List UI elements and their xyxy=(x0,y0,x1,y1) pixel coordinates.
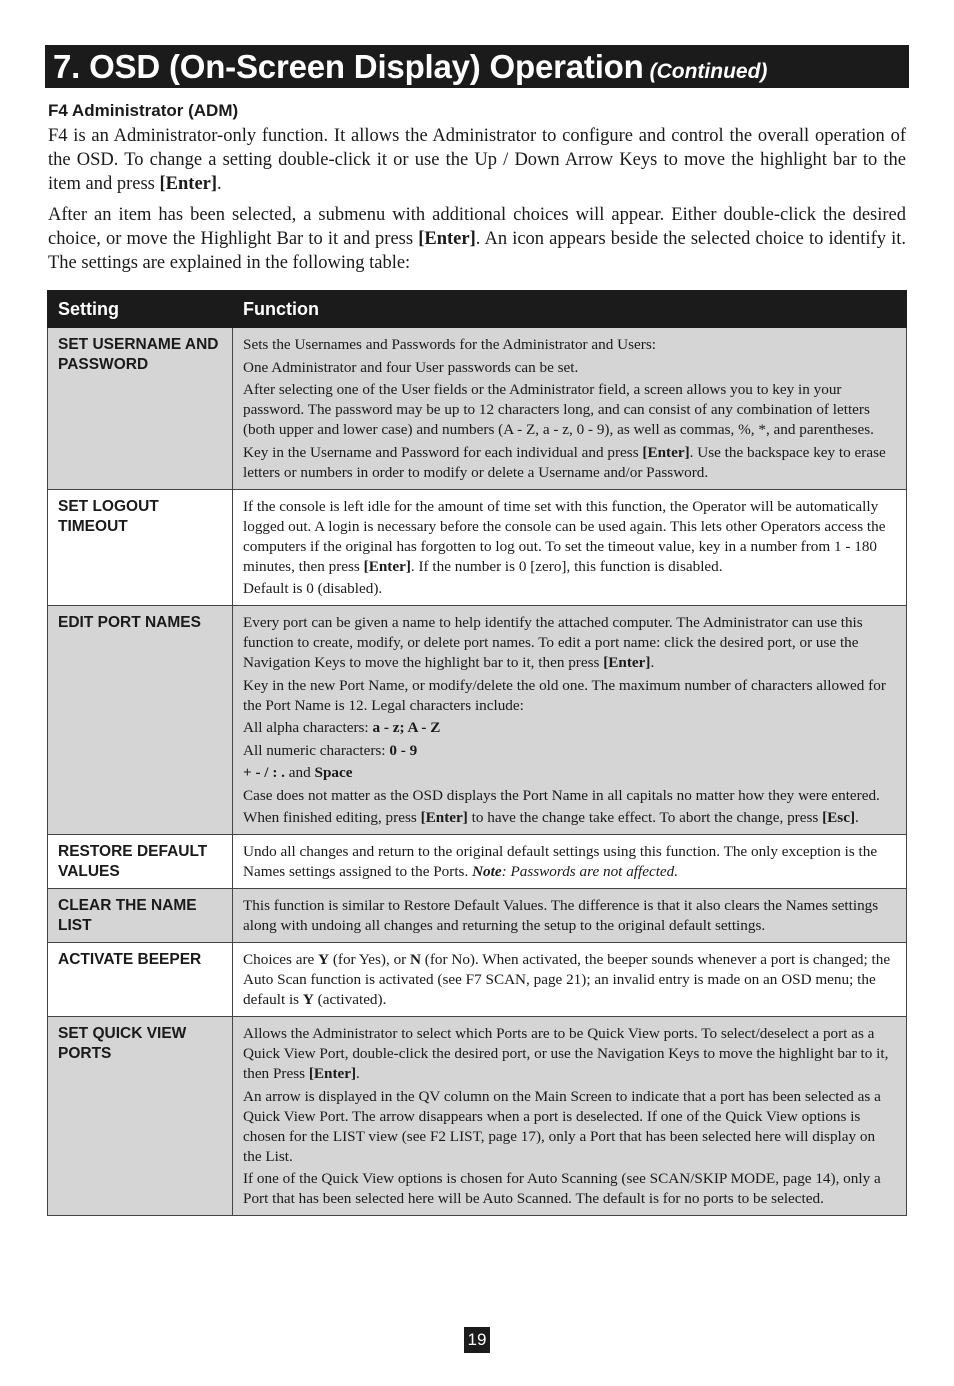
function-text: An arrow is displayed in the QV column on the Main Screen to indicate that a port has been selected as a Quick View Port. The arrow disappears when a port is deselected. If one of the Quick View options is chosen for the LIST view (see F2 LIST, page 17), only a Port that has been selected here will display on the List. xyxy=(243,1087,881,1165)
function-text: Undo all changes and return to the original default settings using this function. The only exception is the Names settings assigned to the Ports. xyxy=(243,843,878,880)
function-text: a - z; A - Z xyxy=(372,719,441,736)
function-line xyxy=(243,613,896,673)
function-text: Key in the new Port Name, or modify/delete the old one. The maximum number of characters allowed for the Port Name is 12. Legal characters include: xyxy=(243,676,886,714)
column-header-function: Function xyxy=(233,291,907,328)
table-row xyxy=(48,489,907,606)
function-text: . xyxy=(356,1065,360,1082)
setting-name: EDIT PORT NAMES xyxy=(48,606,233,835)
function-text: (for No). When activated, the beeper sounds whenever a port is changed; the Auto Scan function is activated (see F7 SCAN, page 21); an invalid entry is made on an OSD menu; the default is xyxy=(243,951,891,1008)
function-text: Allows the Administrator to select which Ports are to be Quick View ports. To select/deselect a port as a Quick View Port, double-click the desired port, or use the Navigation Keys to move the highlight bar to it, then Press xyxy=(243,1025,889,1082)
function-line xyxy=(243,786,896,806)
table-row xyxy=(48,1017,907,1216)
submenu-text-end: . An icon appears beside the selected choice to identify it. The settings are explained in the following table: xyxy=(48,229,907,273)
function-text: and xyxy=(284,764,315,781)
column-header-setting: Setting xyxy=(48,291,233,328)
setting-function xyxy=(233,889,907,943)
setting-name: SET USERNAME AND PASSWORD xyxy=(48,328,233,490)
function-text: When finished editing, press xyxy=(243,809,421,826)
function-text: Key in the Username and Password for each individual and press xyxy=(243,443,643,461)
submenu-paragraph xyxy=(48,203,906,275)
function-text: If the console is left idle for the amount of time set with this function, the Operator will be automatically logged out. A login is necessary before the console can be used again. This lets other Operators access the computers if the original has forgotten to log out. To set the timeout value, key in a number from 1 - 180 minutes, then press xyxy=(243,497,886,575)
function-text: [Esc] xyxy=(822,809,856,826)
function-text: Every port can be given a name to help identify the attached computer. The Administrator can use this function to create, modify, or delete port names. To edit a port name: click the desired port, or use the Navigation Keys to move the highlight bar to it, then press xyxy=(243,614,863,671)
function-text: After selecting one of the User fields or the Administrator field, a screen allows you to key in your password. The password may be up to 12 characters long, and can consist of any combination of letters (both upper and lower case) and numbers (A - Z, a - z, 0 - 9), as well as commas, %, *, and parentheses. xyxy=(243,381,874,438)
function-line xyxy=(243,380,896,440)
setting-name: SET QUICK VIEW PORTS xyxy=(48,1017,233,1216)
page-title-continued: (Continued) xyxy=(649,60,768,83)
intro-enter-key: [Enter] xyxy=(159,174,218,194)
intro-paragraph xyxy=(48,124,906,196)
settings-table-body xyxy=(48,328,907,1216)
function-text: N xyxy=(410,951,421,968)
function-text: to have the change take effect. To abort the change, press xyxy=(467,809,823,826)
table-row xyxy=(48,835,907,889)
setting-function xyxy=(233,943,907,1017)
function-text: . xyxy=(650,654,655,671)
function-line xyxy=(243,1024,896,1084)
function-text: Y xyxy=(302,991,314,1008)
table-row xyxy=(48,606,907,835)
function-line xyxy=(243,579,896,599)
function-text: 0 - 9 xyxy=(389,741,418,759)
function-text: Note xyxy=(472,863,502,880)
settings-table xyxy=(47,290,907,1216)
function-text: Y xyxy=(318,951,330,968)
function-text: [Enter] xyxy=(420,809,468,826)
function-text: : Passwords are not affected. xyxy=(501,863,679,880)
function-line xyxy=(243,335,896,355)
setting-name: RESTORE DEFAULT VALUES xyxy=(48,835,233,889)
function-text: All alpha characters: xyxy=(243,719,373,736)
function-text: This function is similar to Restore Default Values. The difference is that it also clears the Names settings along with undoing all changes and returning the setup to the original default settings. xyxy=(243,897,879,934)
function-text: [Enter] xyxy=(363,557,411,575)
function-text: Case does not matter as the OSD displays the Port Name in all capitals no matter how they were entered. xyxy=(243,786,880,804)
function-text: One Administrator and four User passwords can be set. xyxy=(243,358,579,376)
function-line xyxy=(243,950,896,1010)
function-text: . If the number is 0 [zero], this function is disabled. xyxy=(410,557,723,575)
function-line xyxy=(243,741,896,761)
section-title: F4 Administrator (ADM) xyxy=(48,101,239,120)
function-line xyxy=(243,808,896,828)
setting-function xyxy=(233,835,907,889)
function-text: Sets the Usernames and Passwords for the Administrator and Users: xyxy=(243,336,656,353)
page-header xyxy=(45,45,909,88)
function-line xyxy=(243,842,896,882)
table-header-row xyxy=(48,291,907,328)
function-text: . Use the backspace key to erase letters or numbers in order to modify or delete a Username and/or Password. xyxy=(243,443,886,481)
table-row xyxy=(48,889,907,943)
intro-text-end: . xyxy=(217,174,222,194)
function-line xyxy=(243,1169,896,1209)
submenu-enter-key: [Enter] xyxy=(418,229,476,249)
setting-function xyxy=(233,1017,907,1216)
function-line xyxy=(243,497,896,577)
function-line xyxy=(243,763,896,783)
page-number: 19 xyxy=(464,1327,490,1353)
submenu-text: After an item has been selected, a submenu with additional choices will appear. Either double-click the desired choice, or move the Highlight Bar to it and press xyxy=(48,205,906,249)
function-text: (activated). xyxy=(313,991,387,1008)
function-line xyxy=(243,1087,896,1167)
function-text: If one of the Quick View options is chosen for Auto Scanning (see SCAN/SKIP MODE, page 14), only a Port that has been selected here will be Auto Scanned. The default is for no ports to be selected. xyxy=(243,1170,881,1207)
function-text: . xyxy=(855,809,859,826)
page-title: 7. OSD (On-Screen Display) Operation xyxy=(53,48,644,85)
function-text: (for Yes), or xyxy=(329,951,411,968)
function-text: Space xyxy=(314,764,353,781)
function-text: [Enter] xyxy=(603,654,651,671)
function-line xyxy=(243,358,896,378)
function-line xyxy=(243,676,896,716)
setting-name: CLEAR THE NAME LIST xyxy=(48,889,233,943)
setting-function xyxy=(233,489,907,606)
function-text: + - / : . xyxy=(243,764,285,781)
function-line xyxy=(243,718,896,738)
function-text: Choices are xyxy=(243,951,319,968)
setting-name: ACTIVATE BEEPER xyxy=(48,943,233,1017)
function-text: [Enter] xyxy=(308,1065,357,1082)
function-text: All numeric characters: xyxy=(243,741,390,759)
table-row xyxy=(48,943,907,1017)
function-line xyxy=(243,443,896,483)
setting-name: SET LOGOUT TIMEOUT xyxy=(48,489,233,606)
function-text: [Enter] xyxy=(642,443,690,461)
setting-function xyxy=(233,328,907,490)
function-line xyxy=(243,896,896,936)
intro-text: F4 is an Administrator-only function. It allows the Administrator to configure and control the overall operation of the OSD. To change a setting double-click it or use the Up / Down Arrow Keys to move the highlight bar to the item and press xyxy=(48,126,906,194)
function-text: Default is 0 (disabled). xyxy=(243,580,383,597)
table-row xyxy=(48,328,907,490)
setting-function xyxy=(233,606,907,835)
